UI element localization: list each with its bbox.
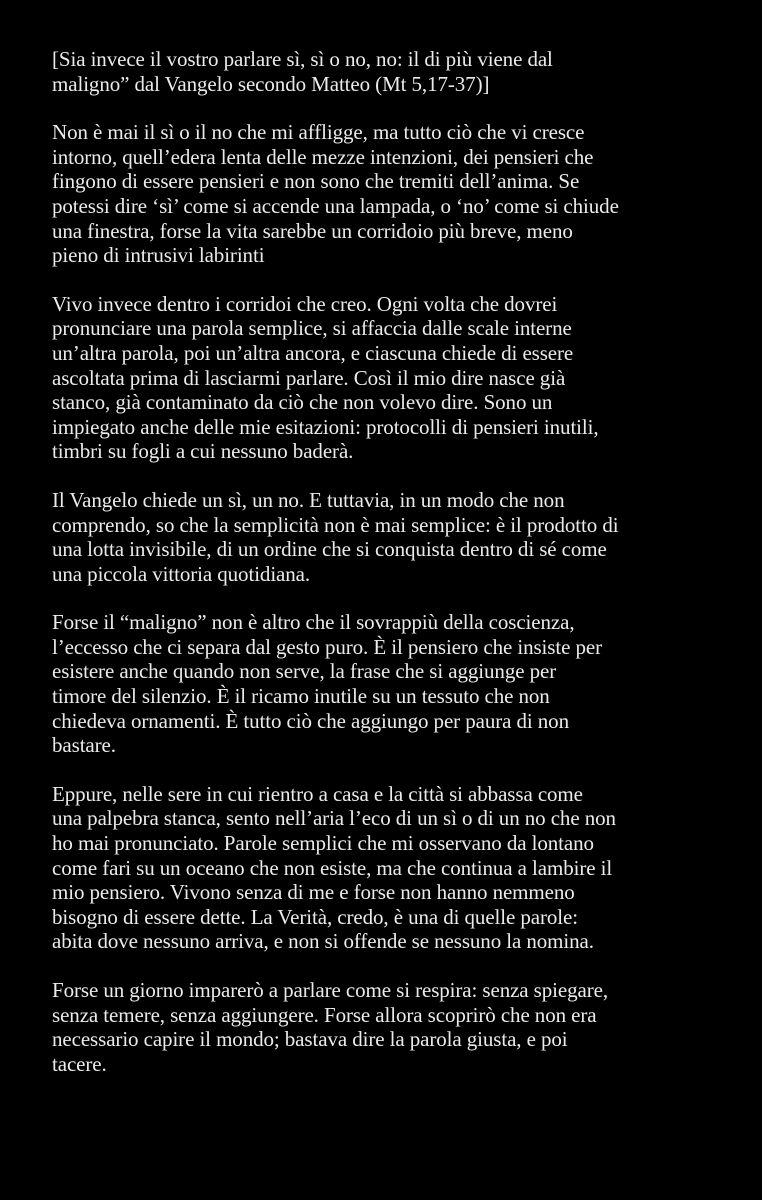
body-paragraph-4: Forse il “maligno” non è altro che il sovrappiù della coscienza, l’eccesso che ci separa dal gesto puro. È il pensiero che insiste per esistere anche quando non serve, la frase che si aggiunge per timore del silenzio. È il ricamo inutile su un tessuto che non chiedeva ornamenti. È tutto ciò che aggiungo per paura di non bastare. (52, 610, 602, 758)
body-paragraph-5: Eppure, nelle sere in cui rientro a casa e la città si abbassa come una palpebra stanca, sento nell’aria l’eco di un sì o di un no che non ho mai pronunciato. Parole semplici che mi osservano da lontano come fari su un oceano che non esiste, ma che continua a lambire il mio pensiero. Vivono senza di me e forse non hanno nemmeno bisogno di essere dette. La Verità, credo, è una di quelle parole: abita dove nessuno arriva, e non si offende se nessuno la nomina. (52, 781, 616, 954)
reflection-text-body (52, 47, 732, 1076)
body-paragraph-1: Non è mai il sì o il no che mi affligge, ma tutto ciò che vi cresce intorno, quell’edera lenta delle mezze intenzioni, dei pensieri che fingono di essere pensieri e non sono che tremiti dell’anima. Se potessi dire ‘sì’ come si accende una lampada, o ‘no’ come si chiude una finestra, forse la vita sarebbe un corridoio più breve, meno pieno di intrusivi labirinti (52, 120, 619, 268)
gospel-quote-paragraph: [Sia invece il vostro parlare sì, sì o no, no: il di più viene dal maligno” dal Vangelo secondo Matteo (Mt 5,17-37)] (52, 47, 553, 96)
body-paragraph-3: Il Vangelo chiede un sì, un no. E tuttavia, in un modo che non comprendo, so che la semplicità non è mai semplice: è il prodotto di una lotta invisibile, di un ordine che si conquista dentro di sé come una piccola vittoria quotidiana. (52, 487, 619, 586)
closing-paragraph: Forse un giorno imparerò a parlare come si respira: senza spiegare, senza temere, senza aggiungere. Forse allora scoprirò che non era necessario capire il mondo; bastava dire la parola giusta, e poi tacere. (52, 978, 608, 1076)
body-paragraph-2: Vivo invece dentro i corridoi che creo. Ogni volta che dovrei pronunciare una parola semplice, si affaccia dalle scale interne un’altra parola, poi un’altra ancora, e ciascuna chiede di essere ascoltata prima di lasciarmi parlare. Così il mio dire nasce già stanco, già contaminato da ciò che non volevo dire. Sono un impiegato anche delle mie esitazioni: protocolli di pensieri inutili, timbri su fogli a cui nessuno baderà. (52, 291, 599, 464)
